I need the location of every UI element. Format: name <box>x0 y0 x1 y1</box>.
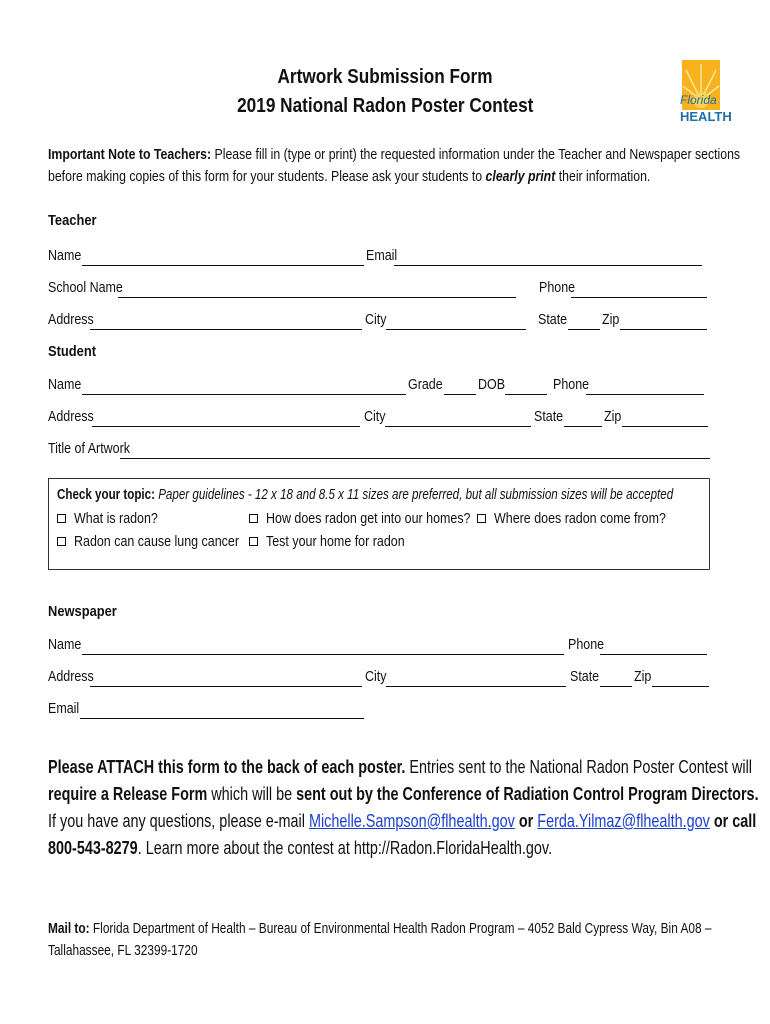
teacher-state-label: State <box>538 312 568 328</box>
teacher-phone-label: Phone <box>539 280 576 296</box>
topic-option-how-radon-gets-in[interactable]: How does radon get into our homes? <box>249 511 504 527</box>
student-phone-label: Phone <box>553 377 590 393</box>
student-zip-label: Zip <box>604 409 622 425</box>
newspaper-city-label: City <box>365 669 387 685</box>
attach-line-1: Please ATTACH this form to the back of each poster. Entries sent to the National Radon Poster Contest will <box>48 757 752 777</box>
student-grade-field[interactable] <box>444 394 476 395</box>
title-of-artwork-label: Title of Artwork <box>48 441 131 457</box>
email-link-sampson[interactable]: Michelle.Sampson@flhealth.gov <box>308 811 515 831</box>
newspaper-phone-field[interactable] <box>600 654 707 655</box>
title-of-artwork-field[interactable] <box>120 458 710 459</box>
teacher-name-label: Name <box>48 248 82 264</box>
topic-option-lung-cancer[interactable]: Radon can cause lung cancer <box>57 534 266 550</box>
teacher-email-field[interactable] <box>394 265 702 266</box>
newspaper-zip-label: Zip <box>634 669 652 685</box>
form-subtitle: 2019 National Radon Poster Contest <box>236 95 534 117</box>
student-address-label: Address <box>48 409 94 425</box>
email-link-yilmaz[interactable]: Ferda.Yilmaz@flhealth.gov <box>537 811 710 831</box>
student-grade-label: Grade <box>408 377 443 393</box>
teacher-school-label: School Name <box>48 280 123 296</box>
student-phone-field[interactable] <box>586 394 704 395</box>
logo-text-health: HEALTH <box>680 109 732 124</box>
topic-guidelines: Paper guidelines - 12 x 18 and 8.5 x 11 sizes are preferred, but all submission sizes will be accepted <box>154 487 674 503</box>
newspaper-email-label: Email <box>48 701 80 717</box>
mail-to-address: Mail to: Florida Department of Health – Bureau of Environmental Health Radon Program – 4052 Bald Cypress Way, Bin A08 – Tallahassee, FL 32399-1720 <box>48 921 712 959</box>
note-label: Important Note to Teachers: <box>48 146 212 163</box>
student-zip-field[interactable] <box>622 426 708 427</box>
florida-health-logo <box>680 60 732 134</box>
newspaper-phone-label: Phone <box>568 637 605 653</box>
attach-line-4: 800-543-8279. Learn more about the contest at http://Radon.FloridaHealth.gov. <box>48 838 553 858</box>
newspaper-state-label: State <box>570 669 600 685</box>
checkbox-icon[interactable] <box>477 514 486 523</box>
topic-option-what-is-radon[interactable]: What is radon? <box>57 511 172 527</box>
student-name-label: Name <box>48 377 82 393</box>
topic-instructions <box>57 487 770 503</box>
newspaper-email-field[interactable] <box>80 718 364 719</box>
teacher-city-label: City <box>365 312 387 328</box>
checkbox-icon[interactable] <box>249 537 258 546</box>
teacher-city-field[interactable] <box>386 329 526 330</box>
newspaper-state-field[interactable] <box>600 686 632 687</box>
attach-line-2: require a Release Form which will be sent out by the Conference of Radiation Control Program Directors. <box>48 784 759 804</box>
teacher-email-label: Email <box>366 248 398 264</box>
teacher-state-field[interactable] <box>568 329 600 330</box>
teacher-heading: Teacher <box>48 212 97 229</box>
student-heading: Student <box>48 343 97 360</box>
teacher-zip-field[interactable] <box>620 329 707 330</box>
note-line1: Please fill in (type or print) the requested information under the Teacher and Newspaper sections <box>211 146 741 163</box>
topic-option-test-your-home[interactable]: Test your home for radon <box>249 534 427 550</box>
note-line2-end: their information. <box>555 168 651 185</box>
topic-box <box>48 478 710 570</box>
checkbox-icon[interactable] <box>57 514 66 523</box>
student-state-field[interactable] <box>564 426 602 427</box>
student-city-field[interactable] <box>385 426 531 427</box>
topic-option-where-radon-comes-from[interactable]: Where does radon come from? <box>477 511 694 527</box>
teacher-note <box>48 144 770 188</box>
newspaper-address-label: Address <box>48 669 94 685</box>
newspaper-city-field[interactable] <box>386 686 566 687</box>
newspaper-heading: Newspaper <box>48 603 117 620</box>
checkbox-icon[interactable] <box>249 514 258 523</box>
attach-line-3: If you have any questions, please e-mail Michelle.Sampson@flhealth.gov or Ferda.Yilmaz@flhealth.gov or call <box>48 811 757 831</box>
student-address-field[interactable] <box>92 426 360 427</box>
teacher-name-field[interactable] <box>82 265 364 266</box>
newspaper-name-label: Name <box>48 637 82 653</box>
note-emphasis: clearly print <box>485 168 556 185</box>
teacher-school-field[interactable] <box>118 297 516 298</box>
note-line2: before making copies of this form for your students. Please ask your students to <box>48 168 486 185</box>
newspaper-address-field[interactable] <box>90 686 362 687</box>
mail-to-label: Mail to: <box>48 921 90 937</box>
newspaper-zip-field[interactable] <box>652 686 709 687</box>
form-title: Artwork Submission Form <box>277 66 493 88</box>
student-state-label: State <box>534 409 564 425</box>
teacher-phone-field[interactable] <box>571 297 707 298</box>
contact-phone: 800-543-8279 <box>48 838 138 858</box>
student-dob-label: DOB <box>478 377 506 393</box>
topic-label: Check your topic: <box>57 487 155 503</box>
teacher-address-field[interactable] <box>90 329 362 330</box>
newspaper-name-field[interactable] <box>82 654 564 655</box>
student-city-label: City <box>364 409 386 425</box>
logo-text-florida: Florida <box>680 93 717 107</box>
student-dob-field[interactable] <box>505 394 547 395</box>
student-name-field[interactable] <box>82 394 406 395</box>
teacher-zip-label: Zip <box>602 312 620 328</box>
teacher-address-label: Address <box>48 312 94 328</box>
checkbox-icon[interactable] <box>57 537 66 546</box>
